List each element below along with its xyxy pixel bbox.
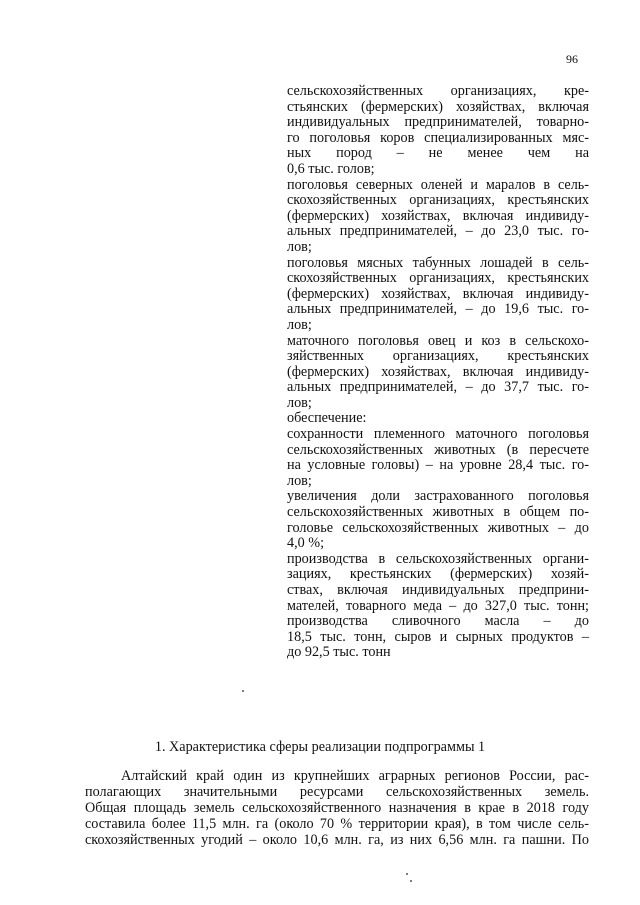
text-line: го поголовья коров специализированных мяс- <box>287 129 589 146</box>
text-line: Алтайский край один из крупнейших аграрных регионов России, рас- <box>121 768 589 784</box>
text-line: сохранности племенного маточного поголовья <box>287 426 589 443</box>
text-line: до 92,5 тыс. тонн <box>287 644 391 661</box>
scan-speck <box>406 873 408 875</box>
text-line: на условные головы) – на уровне 28,4 тыс. го- <box>287 457 589 474</box>
text-line: 18,5 тыс. тонн, сыров и сырных продуктов – <box>287 628 589 645</box>
text-line: 0,6 тыс. голов; <box>287 160 375 177</box>
scan-speck <box>410 880 412 882</box>
text-line: (фермерских) хозяйствах, включая индивиду- <box>287 285 589 302</box>
text-line: маточного поголовья овец и коз в сельскохо- <box>287 332 589 349</box>
text-line: поголовья северных оленей и маралов в сель- <box>287 176 589 193</box>
text-line: сельскохозяйственных организациях, кре- <box>287 83 589 99</box>
body-paragraph <box>85 768 589 848</box>
page-number: 96 <box>566 52 578 66</box>
text-line: мателей, товарного меда – до 327,0 тыс. тонн; <box>287 597 589 614</box>
text-line: 4,0 %; <box>287 535 325 552</box>
text-line: (фермерских) хозяйствах, включая индивиду- <box>287 363 589 380</box>
text-line: Общая площадь земель сельскохозяйственного назначения в крае в 2018 году <box>85 800 589 817</box>
text-line: обеспечение: <box>287 410 367 427</box>
text-line: скохозяйственных организациях, крестьянских <box>287 192 589 209</box>
text-line: увеличения доли застрахованного поголовья <box>287 488 589 505</box>
text-line: (фермерских) хозяйствах, включая индивиду- <box>287 207 589 224</box>
text-line: стьянских (фермерских) хозяйствах, включая <box>287 98 589 115</box>
text-line: поголовья мясных табунных лошадей в сель- <box>287 254 589 271</box>
text-line: индивидуальных предпринимателей, товарно- <box>287 114 589 131</box>
scan-speck <box>242 690 244 692</box>
text-line: скохозяйственных организациях, крестьянских <box>287 270 589 287</box>
text-line: зяйственных организациях, крестьянских <box>287 348 589 365</box>
text-line: сельскохозяйственных животных (в пересчете <box>287 441 589 458</box>
section-heading: 1. Характеристика сферы реализации подпрограммы 1 <box>154 739 486 755</box>
text-line: лов; <box>287 238 312 255</box>
text-line: лов; <box>287 472 312 489</box>
text-line: составила более 11,5 млн. га (около 70 % территории края), в том числе сель- <box>85 816 589 833</box>
text-line: лов; <box>287 316 312 333</box>
text-line: зациях, крестьянских (фермерских) хозяй- <box>287 566 589 583</box>
text-line: головье сельскохозяйственных животных – до <box>287 519 589 536</box>
text-line: лов; <box>287 394 312 411</box>
text-line: полагающих значительными ресурсами сельскохозяйственных земель. <box>85 784 589 801</box>
text-line: производства сливочного масла – до <box>287 613 589 630</box>
text-line: скохозяйственных угодий – около 10,6 млн. га, из них 6,56 млн. га пашни. По <box>85 832 589 849</box>
text-line: ствах, включая индивидуальных предприни- <box>287 582 589 598</box>
text-line: альных предпринимателей, – до 37,7 тыс. го- <box>287 379 589 396</box>
text-line: альных предпринимателей, – до 23,0 тыс. го- <box>287 223 589 240</box>
text-line: ных пород – не менее чем на <box>287 145 589 162</box>
text-line: альных предпринимателей, – до 19,6 тыс. го- <box>287 301 589 318</box>
text-line: производства в сельскохозяйственных органи- <box>287 550 589 567</box>
text-line: сельскохозяйственных животных в общем по- <box>287 504 589 521</box>
right-column-text <box>287 84 589 661</box>
